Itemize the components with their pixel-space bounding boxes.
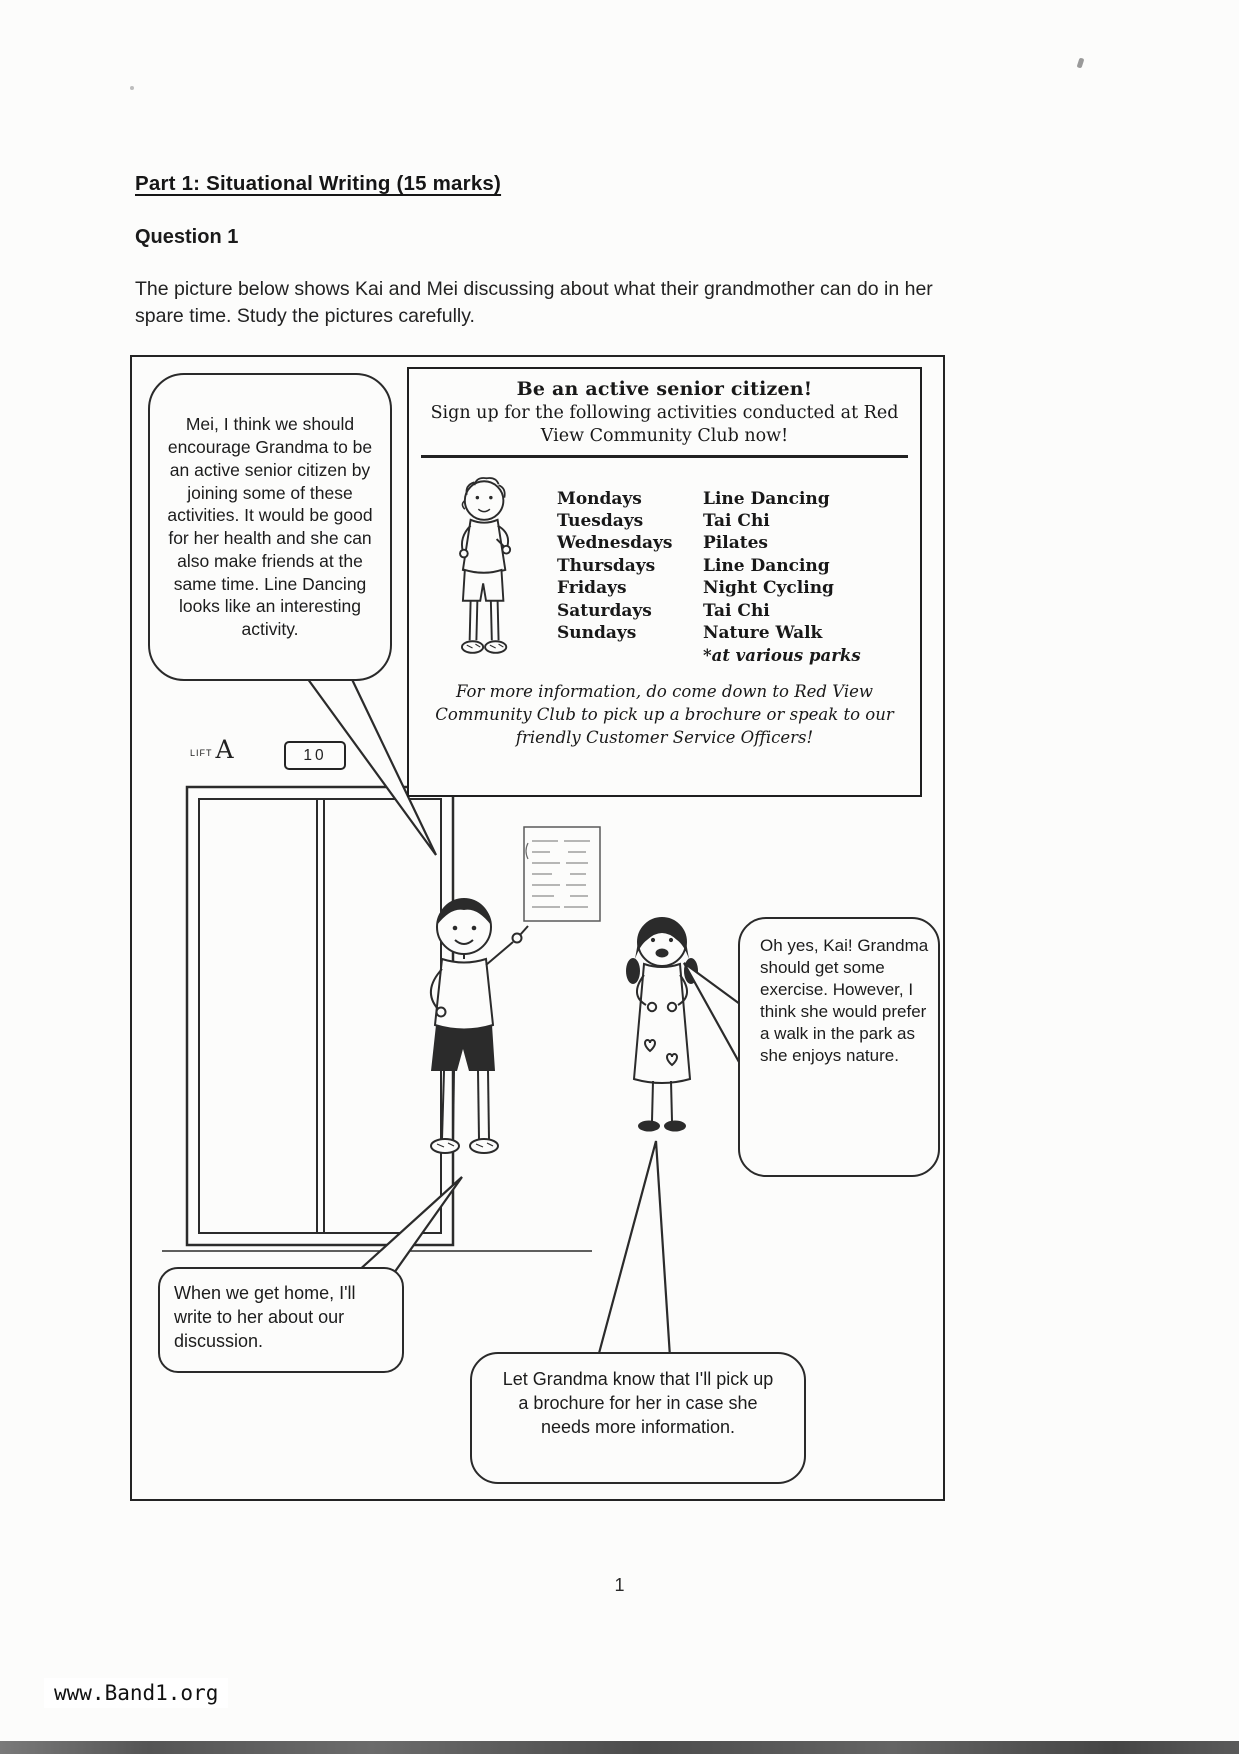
schedule-row bbox=[557, 510, 906, 532]
speech-bubble-kai-bottom: When we get home, I'll write to her about our discussion. bbox=[158, 1267, 404, 1373]
schedule-row bbox=[557, 577, 906, 599]
schedule-row bbox=[557, 622, 906, 644]
poster-subtitle: Sign up for the following activities conducted at Red View Community Club now! bbox=[430, 403, 899, 446]
schedule-activity: Night Cycling bbox=[703, 578, 834, 599]
notice-drawing bbox=[524, 827, 600, 921]
part-heading: Part 1: Situational Writing (15 marks) bbox=[135, 172, 502, 195]
poster-divider bbox=[421, 455, 908, 458]
schedule-row bbox=[557, 555, 906, 577]
lift-floor-indicator: 10 bbox=[284, 741, 346, 770]
schedule-day: Tuesdays bbox=[557, 510, 644, 531]
scan-speck bbox=[130, 86, 134, 90]
schedule-activity: Pilates bbox=[703, 533, 768, 554]
schedule-note: *at various parks bbox=[703, 645, 861, 665]
intro-paragraph: The picture below shows Kai and Mei discussing about what their grandmother can do in her spare time. Study the pictures carefully. bbox=[135, 278, 933, 327]
watermark: www.Band1.org bbox=[44, 1678, 228, 1708]
schedule-activity: Line Dancing bbox=[703, 488, 830, 509]
question-label: Question 1 bbox=[135, 226, 239, 248]
lift-sign-word: LIFT bbox=[190, 748, 213, 758]
senior-citizen-drawing bbox=[423, 462, 551, 674]
poster-footer: For more information, do come down to Red View Community Club to pick up a brochure or speak to our friendly Customer Service Officers! bbox=[435, 681, 894, 748]
speech-bubble-kai-top-text: Mei, I think we should encourage Grandma to be an active senior citizen by joining some of these activities. It would be good for her health and she can also make friends at the same time. Line Dancing looks like an interesting activity. bbox=[167, 414, 373, 639]
speech-bubble-mei-bottom: Let Grandma know that I'll pick up a brochure for her in case she needs more information. bbox=[470, 1352, 806, 1484]
lift-sign bbox=[190, 737, 234, 762]
schedule-day: Thursdays bbox=[557, 555, 656, 576]
schedule-activity: Tai Chi bbox=[703, 600, 770, 621]
activity-schedule-rows bbox=[557, 488, 906, 645]
page-number: 1 bbox=[614, 1575, 625, 1595]
schedule-activity: Line Dancing bbox=[703, 555, 830, 576]
poster-title: Be an active senior citizen! bbox=[516, 378, 813, 400]
schedule-row bbox=[557, 600, 906, 622]
schedule-day: Mondays bbox=[557, 488, 642, 509]
schedule-day: Saturdays bbox=[557, 600, 652, 621]
schedule-day: Wednesdays bbox=[557, 533, 673, 554]
lift-sign-letter: A bbox=[215, 735, 234, 764]
girl-figure bbox=[626, 918, 698, 1132]
schedule-activity: Nature Walk bbox=[703, 623, 823, 644]
speech-bubble-mei-right: Oh yes, Kai! Grandma should get some exercise. However, I think she would prefer a walk in the park as she enjoys nature. bbox=[738, 917, 940, 1177]
schedule-row bbox=[557, 532, 906, 554]
schedule-day: Sundays bbox=[557, 623, 637, 644]
schedule-row bbox=[557, 488, 906, 510]
schedule-day: Fridays bbox=[557, 578, 627, 599]
activity-poster bbox=[407, 367, 922, 797]
scan-edge-strip bbox=[0, 1741, 1239, 1754]
illustration-frame bbox=[130, 355, 945, 1501]
schedule-activity: Tai Chi bbox=[703, 510, 770, 531]
speech-bubble-kai-top bbox=[148, 373, 392, 681]
activity-schedule bbox=[557, 462, 906, 674]
scan-speck bbox=[1077, 57, 1085, 68]
boy-figure bbox=[431, 898, 528, 1153]
